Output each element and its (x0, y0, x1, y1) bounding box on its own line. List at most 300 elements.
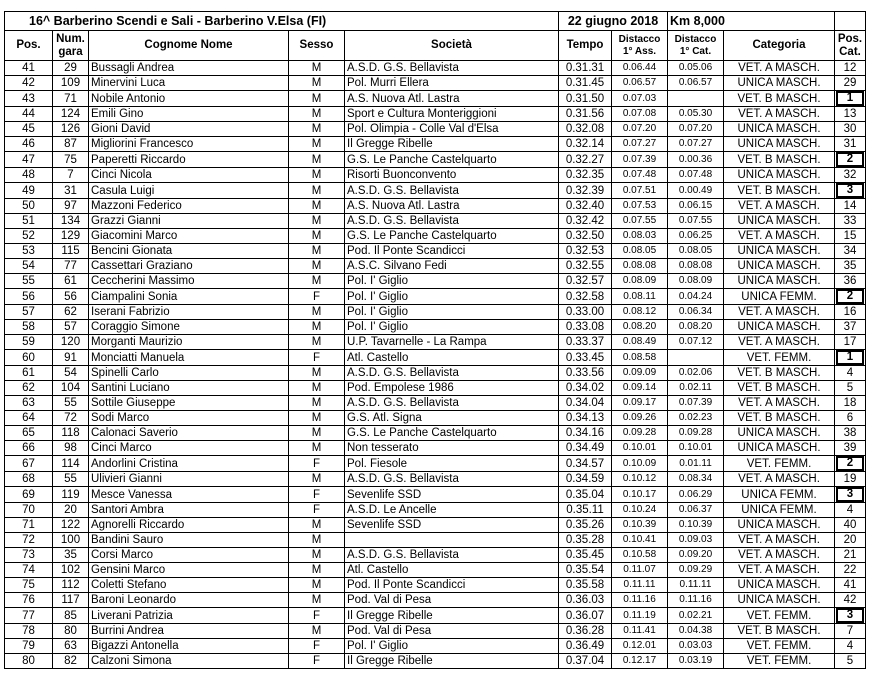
cell-gap-cat: 0.00.36 (668, 152, 724, 168)
cell-pos-cat: 15 (835, 229, 866, 244)
cell-club: Pol. Fiesole (345, 456, 559, 472)
cell-num: 57 (53, 320, 89, 335)
cell-gap-first: 0.11.16 (612, 593, 668, 608)
cell-num: 20 (53, 503, 89, 518)
cell-num: 31 (53, 183, 89, 199)
cell-gap-cat: 0.01.11 (668, 456, 724, 472)
category-podium-box: 1 (836, 91, 864, 106)
cell-pos-cat: 30 (835, 122, 866, 137)
cell-gap-cat: 0.05.06 (668, 61, 724, 76)
cell-club: Non tesserato (345, 441, 559, 456)
cell-gap-cat (668, 350, 724, 366)
cell-category: UNICA MASCH. (724, 214, 835, 229)
cell-pos-cat (835, 183, 866, 199)
cell-sex: M (289, 274, 345, 289)
cell-sex: F (289, 654, 345, 669)
cell-sex: M (289, 305, 345, 320)
table-row (5, 183, 866, 199)
cell-num: 72 (53, 411, 89, 426)
cell-pos: 58 (5, 320, 53, 335)
table-row (5, 426, 866, 441)
cell-pos: 62 (5, 381, 53, 396)
cell-gap-first: 0.09.28 (612, 426, 668, 441)
table-row (5, 274, 866, 289)
table-row (5, 548, 866, 563)
cell-time: 0.31.31 (559, 61, 612, 76)
cell-club: A.S.D. G.S. Bellavista (345, 214, 559, 229)
table-row (5, 411, 866, 426)
cell-time: 0.36.07 (559, 608, 612, 624)
cell-name: Cinci Marco (89, 441, 289, 456)
cell-category: VET. A MASCH. (724, 229, 835, 244)
cell-gap-cat: 0.03.19 (668, 654, 724, 669)
table-row (5, 61, 866, 76)
cell-category: UNICA MASCH. (724, 518, 835, 533)
cell-name: Liverani Patrizia (89, 608, 289, 624)
cell-gap-cat: 0.07.27 (668, 137, 724, 152)
cell-gap-cat: 0.08.08 (668, 259, 724, 274)
col-gap-first: Distacco 1° Ass. (612, 31, 668, 61)
cell-gap-first: 0.07.20 (612, 122, 668, 137)
cell-pos: 47 (5, 152, 53, 168)
cell-sex: M (289, 381, 345, 396)
cell-sex: M (289, 472, 345, 487)
cell-sex: M (289, 91, 345, 107)
col-pos-cat: Pos. Cat. (835, 31, 866, 61)
cell-name: Morganti Maurizio (89, 335, 289, 350)
cell-time: 0.33.00 (559, 305, 612, 320)
table-row (5, 593, 866, 608)
cell-category: VET. A MASCH. (724, 533, 835, 548)
cell-club: U.P. Tavarnelle - La Rampa (345, 335, 559, 350)
cell-name: Andorlini Cristina (89, 456, 289, 472)
cell-name: Ciampalini Sonia (89, 289, 289, 305)
cell-gap-first: 0.10.58 (612, 548, 668, 563)
cell-time: 0.35.54 (559, 563, 612, 578)
cell-num: 35 (53, 548, 89, 563)
cell-gap-first: 0.10.09 (612, 456, 668, 472)
cell-name: Baroni Leonardo (89, 593, 289, 608)
table-row (5, 168, 866, 183)
cell-pos-cat: 32 (835, 168, 866, 183)
table-row (5, 244, 866, 259)
category-podium-box: 3 (836, 487, 864, 502)
cell-pos: 59 (5, 335, 53, 350)
cell-pos: 46 (5, 137, 53, 152)
cell-num: 117 (53, 593, 89, 608)
cell-gap-cat: 0.04.38 (668, 624, 724, 639)
cell-gap-first: 0.07.51 (612, 183, 668, 199)
cell-pos: 45 (5, 122, 53, 137)
cell-gap-first: 0.08.12 (612, 305, 668, 320)
cell-gap-first: 0.08.49 (612, 335, 668, 350)
cell-club: G.S. Le Panche Castelquarto (345, 152, 559, 168)
cell-club: G.S. Le Panche Castelquarto (345, 229, 559, 244)
title-empty-cell (835, 12, 866, 31)
cell-time: 0.32.53 (559, 244, 612, 259)
cell-club: Pod. Val di Pesa (345, 593, 559, 608)
cell-club: Atl. Castello (345, 563, 559, 578)
cell-pos-cat: 4 (835, 366, 866, 381)
cell-time: 0.35.58 (559, 578, 612, 593)
cell-sex: M (289, 366, 345, 381)
cell-club: A.S.D. G.S. Bellavista (345, 61, 559, 76)
cell-club: Pol. I' Giglio (345, 274, 559, 289)
cell-time: 0.32.08 (559, 122, 612, 137)
cell-club: A.S.D. G.S. Bellavista (345, 472, 559, 487)
cell-pos: 57 (5, 305, 53, 320)
cell-category: VET. FEMM. (724, 639, 835, 654)
cell-name: Giacomini Marco (89, 229, 289, 244)
cell-num: 115 (53, 244, 89, 259)
cell-num: 102 (53, 563, 89, 578)
table-row (5, 335, 866, 350)
cell-name: Gensini Marco (89, 563, 289, 578)
cell-pos-cat: 34 (835, 244, 866, 259)
cell-sex: M (289, 183, 345, 199)
category-podium-box: 2 (836, 456, 864, 471)
cell-gap-first: 0.08.11 (612, 289, 668, 305)
cell-pos: 63 (5, 396, 53, 411)
cell-club: Risorti Buonconvento (345, 168, 559, 183)
cell-gap-first: 0.11.07 (612, 563, 668, 578)
cell-gap-cat: 0.09.03 (668, 533, 724, 548)
cell-gap-cat: 0.06.25 (668, 229, 724, 244)
cell-category: VET. FEMM. (724, 654, 835, 669)
table-row (5, 578, 866, 593)
cell-pos-cat: 33 (835, 214, 866, 229)
cell-pos: 72 (5, 533, 53, 548)
cell-time: 0.32.40 (559, 199, 612, 214)
cell-gap-cat: 0.07.12 (668, 335, 724, 350)
cell-pos: 61 (5, 366, 53, 381)
cell-pos-cat: 20 (835, 533, 866, 548)
cell-sex: M (289, 578, 345, 593)
cell-gap-first: 0.07.08 (612, 107, 668, 122)
cell-name: Monciatti Manuela (89, 350, 289, 366)
cell-pos-cat: 36 (835, 274, 866, 289)
cell-pos-cat (835, 289, 866, 305)
cell-name: Corsi Marco (89, 548, 289, 563)
cell-time: 0.35.11 (559, 503, 612, 518)
cell-gap-first: 0.09.09 (612, 366, 668, 381)
cell-num: 112 (53, 578, 89, 593)
cell-name: Mesce Vanessa (89, 487, 289, 503)
table-row (5, 608, 866, 624)
cell-time: 0.34.02 (559, 381, 612, 396)
cell-category: UNICA FEMM. (724, 503, 835, 518)
cell-time: 0.33.45 (559, 350, 612, 366)
cell-gap-cat: 0.02.11 (668, 381, 724, 396)
cell-gap-cat: 0.06.57 (668, 76, 724, 91)
cell-pos: 68 (5, 472, 53, 487)
cell-sex: M (289, 244, 345, 259)
cell-time: 0.36.49 (559, 639, 612, 654)
cell-sex: M (289, 168, 345, 183)
table-row (5, 381, 866, 396)
cell-time: 0.35.26 (559, 518, 612, 533)
cell-name: Sottile Giuseppe (89, 396, 289, 411)
cell-club (345, 533, 559, 548)
table-row (5, 214, 866, 229)
cell-pos-cat (835, 350, 866, 366)
cell-time: 0.33.37 (559, 335, 612, 350)
cell-pos-cat: 17 (835, 335, 866, 350)
cell-category: VET. B MASCH. (724, 91, 835, 107)
cell-category: UNICA FEMM. (724, 289, 835, 305)
cell-num: 118 (53, 426, 89, 441)
cell-num: 63 (53, 639, 89, 654)
category-podium-box: 2 (836, 289, 864, 304)
cell-time: 0.35.45 (559, 548, 612, 563)
cell-club: Pol. I' Giglio (345, 639, 559, 654)
cell-time: 0.35.04 (559, 487, 612, 503)
cell-category: VET. B MASCH. (724, 183, 835, 199)
col-pos: Pos. (5, 31, 53, 61)
table-row (5, 654, 866, 669)
cell-pos-cat: 37 (835, 320, 866, 335)
cell-sex: F (289, 456, 345, 472)
cell-sex: M (289, 61, 345, 76)
cell-sex: F (289, 503, 345, 518)
cell-sex: M (289, 320, 345, 335)
cell-time: 0.34.16 (559, 426, 612, 441)
cell-gap-first: 0.07.27 (612, 137, 668, 152)
cell-name: Nobile Antonio (89, 91, 289, 107)
cell-category: UNICA MASCH. (724, 593, 835, 608)
cell-num: 56 (53, 289, 89, 305)
cell-club: Sevenlife SSD (345, 518, 559, 533)
cell-gap-first: 0.08.20 (612, 320, 668, 335)
col-name: Cognome Nome (89, 31, 289, 61)
table-row (5, 76, 866, 91)
cell-pos-cat: 6 (835, 411, 866, 426)
cell-category: UNICA MASCH. (724, 259, 835, 274)
cell-gap-first: 0.12.01 (612, 639, 668, 654)
cell-name: Mazzoni Federico (89, 199, 289, 214)
cell-pos-cat: 21 (835, 548, 866, 563)
table-row (5, 441, 866, 456)
cell-num: 126 (53, 122, 89, 137)
table-row (5, 503, 866, 518)
cell-pos: 70 (5, 503, 53, 518)
col-club: Società (345, 31, 559, 61)
cell-sex: M (289, 122, 345, 137)
cell-sex: F (289, 487, 345, 503)
cell-pos-cat: 35 (835, 259, 866, 274)
table-row (5, 107, 866, 122)
cell-club: Sport e Cultura Monteriggioni (345, 107, 559, 122)
cell-num: 120 (53, 335, 89, 350)
cell-time: 0.32.55 (559, 259, 612, 274)
cell-num: 134 (53, 214, 89, 229)
cell-sex: M (289, 548, 345, 563)
cell-category: VET. FEMM. (724, 350, 835, 366)
cell-gap-first: 0.10.41 (612, 533, 668, 548)
cell-club: G.S. Atl. Signa (345, 411, 559, 426)
cell-pos: 69 (5, 487, 53, 503)
category-podium-box: 2 (836, 152, 864, 167)
cell-num: 98 (53, 441, 89, 456)
cell-name: Bigazzi Antonella (89, 639, 289, 654)
cell-club: Atl. Castello (345, 350, 559, 366)
cell-pos-cat: 13 (835, 107, 866, 122)
cell-gap-cat: 0.08.20 (668, 320, 724, 335)
cell-category: VET. B MASCH. (724, 411, 835, 426)
cell-time: 0.34.13 (559, 411, 612, 426)
cell-gap-first: 0.09.26 (612, 411, 668, 426)
cell-club: Pol. I' Giglio (345, 289, 559, 305)
cell-gap-first: 0.08.03 (612, 229, 668, 244)
cell-gap-cat: 0.06.15 (668, 199, 724, 214)
table-row (5, 366, 866, 381)
table-row (5, 91, 866, 107)
cell-time: 0.32.39 (559, 183, 612, 199)
cell-gap-first: 0.09.14 (612, 381, 668, 396)
cell-gap-cat: 0.06.29 (668, 487, 724, 503)
cell-pos: 75 (5, 578, 53, 593)
cell-pos-cat (835, 91, 866, 107)
col-num: Num. gara (53, 31, 89, 61)
cell-gap-cat: 0.07.48 (668, 168, 724, 183)
cell-club: Pod. Il Ponte Scandicci (345, 244, 559, 259)
cell-category: UNICA MASCH. (724, 76, 835, 91)
cell-club: G.S. Le Panche Castelquarto (345, 426, 559, 441)
cell-category: VET. FEMM. (724, 456, 835, 472)
cell-sex: M (289, 259, 345, 274)
cell-club: A.S. Nuova Atl. Lastra (345, 91, 559, 107)
table-row (5, 320, 866, 335)
table-row (5, 199, 866, 214)
cell-pos: 67 (5, 456, 53, 472)
cell-category: UNICA MASCH. (724, 274, 835, 289)
cell-sex: F (289, 608, 345, 624)
cell-num: 119 (53, 487, 89, 503)
cell-gap-first: 0.06.57 (612, 76, 668, 91)
cell-num: 124 (53, 107, 89, 122)
cell-name: Minervini Luca (89, 76, 289, 91)
cell-club: Il Gregge Ribelle (345, 137, 559, 152)
cell-gap-first: 0.07.55 (612, 214, 668, 229)
cell-num: 75 (53, 152, 89, 168)
cell-pos-cat (835, 152, 866, 168)
cell-gap-cat: 0.02.23 (668, 411, 724, 426)
cell-pos: 66 (5, 441, 53, 456)
cell-name: Burrini Andrea (89, 624, 289, 639)
cell-num: 129 (53, 229, 89, 244)
cell-gap-first: 0.11.41 (612, 624, 668, 639)
cell-time: 0.32.57 (559, 274, 612, 289)
cell-pos: 49 (5, 183, 53, 199)
cell-gap-first: 0.11.11 (612, 578, 668, 593)
cell-sex: M (289, 441, 345, 456)
cell-time: 0.34.49 (559, 441, 612, 456)
cell-category: VET. B MASCH. (724, 381, 835, 396)
cell-club: Pol. I' Giglio (345, 305, 559, 320)
cell-category: UNICA MASCH. (724, 320, 835, 335)
cell-pos: 54 (5, 259, 53, 274)
cell-gap-cat: 0.07.39 (668, 396, 724, 411)
col-category: Categoria (724, 31, 835, 61)
cell-num: 97 (53, 199, 89, 214)
cell-gap-first: 0.10.17 (612, 487, 668, 503)
cell-club: Pod. Empolese 1986 (345, 381, 559, 396)
event-title: 16^ Barberino Scendi e Sali - Barberino V.Elsa (FI) (5, 12, 559, 31)
cell-name: Coletti Stefano (89, 578, 289, 593)
cell-category: VET. A MASCH. (724, 61, 835, 76)
table-row (5, 289, 866, 305)
cell-pos-cat: 22 (835, 563, 866, 578)
cell-gap-cat: 0.08.34 (668, 472, 724, 487)
table-row (5, 259, 866, 274)
cell-time: 0.35.28 (559, 533, 612, 548)
cell-pos: 74 (5, 563, 53, 578)
col-gap-cat: Distacco 1° Cat. (668, 31, 724, 61)
cell-pos: 76 (5, 593, 53, 608)
cell-gap-cat: 0.08.09 (668, 274, 724, 289)
cell-pos: 60 (5, 350, 53, 366)
cell-category: VET. A MASCH. (724, 472, 835, 487)
event-date: 22 giugno 2018 (559, 12, 668, 31)
cell-pos: 44 (5, 107, 53, 122)
cell-time: 0.32.58 (559, 289, 612, 305)
cell-gap-first: 0.07.48 (612, 168, 668, 183)
cell-club: A.S.D. G.S. Bellavista (345, 396, 559, 411)
cell-gap-cat: 0.06.34 (668, 305, 724, 320)
cell-pos: 65 (5, 426, 53, 441)
table-row (5, 487, 866, 503)
cell-name: Grazzi Gianni (89, 214, 289, 229)
event-distance: Km 8,000 (668, 12, 835, 31)
cell-club: A.S.D. Le Ancelle (345, 503, 559, 518)
cell-gap-cat: 0.09.28 (668, 426, 724, 441)
cell-category: VET. A MASCH. (724, 107, 835, 122)
cell-gap-cat: 0.07.20 (668, 122, 724, 137)
cell-name: Ulivieri Gianni (89, 472, 289, 487)
cell-num: 87 (53, 137, 89, 152)
cell-club: Pod. Il Ponte Scandicci (345, 578, 559, 593)
cell-num: 71 (53, 91, 89, 107)
table-row (5, 533, 866, 548)
cell-category: UNICA MASCH. (724, 122, 835, 137)
cell-sex: F (289, 639, 345, 654)
cell-pos: 55 (5, 274, 53, 289)
cell-sex: M (289, 229, 345, 244)
cell-num: 80 (53, 624, 89, 639)
cell-club: Pol. Olimpia - Colle Val d'Elsa (345, 122, 559, 137)
cell-gap-cat: 0.11.11 (668, 578, 724, 593)
cell-club: Pol. I' Giglio (345, 320, 559, 335)
cell-pos-cat: 16 (835, 305, 866, 320)
cell-club: A.S.D. G.S. Bellavista (345, 183, 559, 199)
cell-sex: F (289, 350, 345, 366)
cell-name: Coraggio Simone (89, 320, 289, 335)
table-row (5, 137, 866, 152)
cell-category: VET. A MASCH. (724, 305, 835, 320)
cell-sex: M (289, 518, 345, 533)
cell-gap-cat: 0.09.20 (668, 548, 724, 563)
cell-time: 0.31.50 (559, 91, 612, 107)
table-row (5, 229, 866, 244)
cell-category: UNICA MASCH. (724, 441, 835, 456)
cell-pos-cat: 42 (835, 593, 866, 608)
category-podium-box: 3 (836, 608, 864, 623)
cell-name: Bencini Gionata (89, 244, 289, 259)
cell-gap-cat: 0.02.21 (668, 608, 724, 624)
cell-gap-first: 0.08.08 (612, 259, 668, 274)
cell-name: Spinelli Carlo (89, 366, 289, 381)
table-row (5, 472, 866, 487)
